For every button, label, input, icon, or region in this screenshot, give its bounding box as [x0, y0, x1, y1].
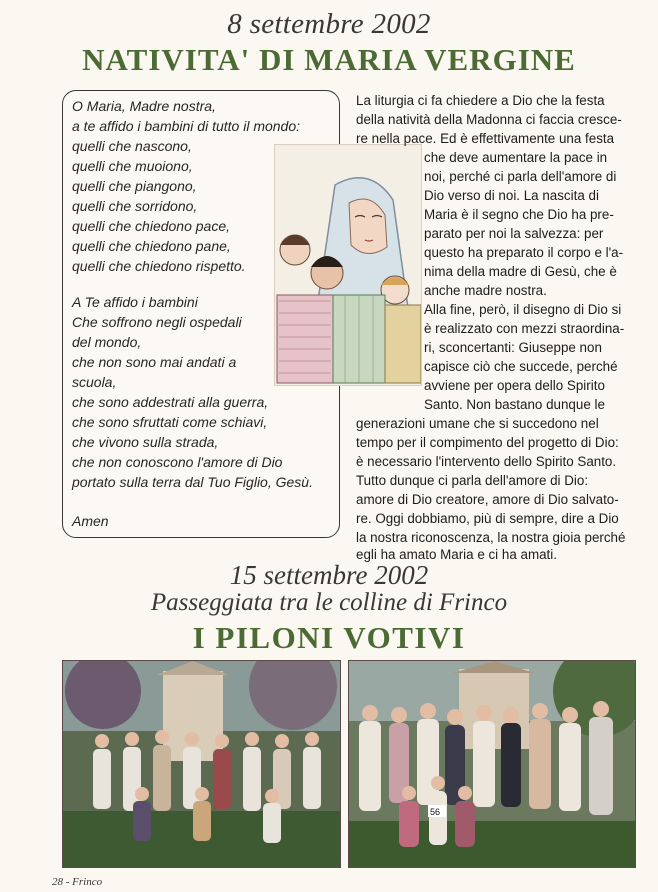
page-footer: 28 - Frinco — [52, 876, 103, 888]
prayer-line: che non sono mai andati a — [72, 354, 237, 370]
article-date: 8 settembre 2002 — [227, 8, 431, 40]
article-line: Tutto dunque ci parla dell'amore di Dio: — [356, 473, 589, 488]
prayer-line: quelli che piangono, — [72, 178, 197, 194]
prayer-line: del mondo, — [72, 334, 142, 350]
bib-number: 56 — [430, 807, 441, 817]
section-subtitle: Passeggiata tra le colline di Frinco — [150, 589, 508, 616]
article-line: re. Oggi dobbiamo, più di sempre, dire a Dio — [356, 511, 619, 526]
prayer-line: A Te affido i bambini — [72, 294, 198, 310]
prayer-line: Che soffrono negli ospedali — [72, 314, 242, 330]
article-line: questo ha preparato il corpo e l'a- — [424, 245, 624, 260]
prayer-line: che vivono sulla strada, — [72, 434, 219, 450]
prayer-line: O Maria, Madre nostra, — [72, 98, 216, 114]
article-line: egli ha amato Maria e ci ha amati. — [356, 547, 557, 562]
madonna-illustration-icon — [275, 145, 421, 385]
article-line: Dio verso di noi. La nascita di — [424, 188, 599, 203]
article-line: tempo per il compimento del progetto di Dio: — [356, 435, 619, 450]
group-photo-left — [62, 660, 341, 868]
prayer-line: quelli che muoiono, — [72, 158, 193, 174]
prayer-line: quelli che chiedono rispetto. — [72, 258, 246, 274]
article-line: avviene per opera dello Spirito — [424, 378, 605, 393]
article-line: parato per noi la salvezza: per — [424, 226, 604, 241]
prayer-line: a te affido i bambini di tutto il mondo: — [72, 118, 301, 134]
article-line: che deve aumentare la pace in — [424, 150, 608, 165]
prayer-line: quelli che sorridono, — [72, 198, 198, 214]
article-line: è necessario l'intervento dello Spirito Santo. — [356, 454, 617, 469]
article-line: è realizzato con mezzi straordina- — [424, 321, 625, 336]
prayer-line: che sono sfruttati come schiavi, — [72, 414, 268, 430]
article-line: generazioni umane che si succedono nel — [356, 416, 599, 431]
group-photo-icon — [349, 661, 635, 867]
article-line: amore di Dio creatore, amore di Dio salvato- — [356, 492, 619, 507]
article-line: Alla fine, però, il disegno di Dio si — [424, 302, 622, 317]
prayer-line: quelli che chiedono pane, — [72, 238, 231, 254]
article-line: noi, perché ci parla dell'amore di — [424, 169, 617, 184]
section-date: 15 settembre 2002 — [229, 560, 429, 590]
article-line: capisce ciò che succede, perché — [424, 359, 618, 374]
prayer-amen: Amen — [72, 513, 109, 529]
article-line: Santo. Non bastano dunque le — [424, 397, 605, 412]
article-line: nima della madre di Gesù, che è — [424, 264, 617, 279]
article-title: NATIVITA' DI MARIA VERGINE — [82, 42, 576, 77]
article-line: ri, sconcertanti: Giuseppe non — [424, 340, 602, 355]
prayer-line: quelli che chiedono pace, — [72, 218, 231, 234]
prayer-line: scuola, — [72, 374, 117, 390]
prayer-line: portato sulla terra dal Tuo Figlio, Gesù. — [72, 474, 313, 490]
article-line: anche madre nostra. — [424, 283, 547, 298]
article-line: La liturgia ci fa chiedere a Dio che la festa — [356, 93, 605, 108]
article-line: Maria è il segno che Dio ha pre- — [424, 207, 614, 222]
prayer-line: che non conoscono l'amore di Dio — [72, 454, 283, 470]
prayer-line: che sono addestrati alla guerra, — [72, 394, 269, 410]
madonna-children-illustration — [274, 144, 422, 386]
article-line: la nostra riconoscenza, la nostra gioia perché — [356, 530, 626, 545]
section-title: I PILONI VOTIVI — [192, 620, 466, 655]
group-photo-right — [348, 660, 636, 868]
article-line: re nella pace. Ed è effettivamente una festa — [356, 131, 615, 146]
group-photo-icon — [63, 661, 340, 867]
article-line: della natività della Madonna ci faccia cresce- — [356, 112, 622, 127]
prayer-line: quelli che nascono, — [72, 138, 192, 154]
